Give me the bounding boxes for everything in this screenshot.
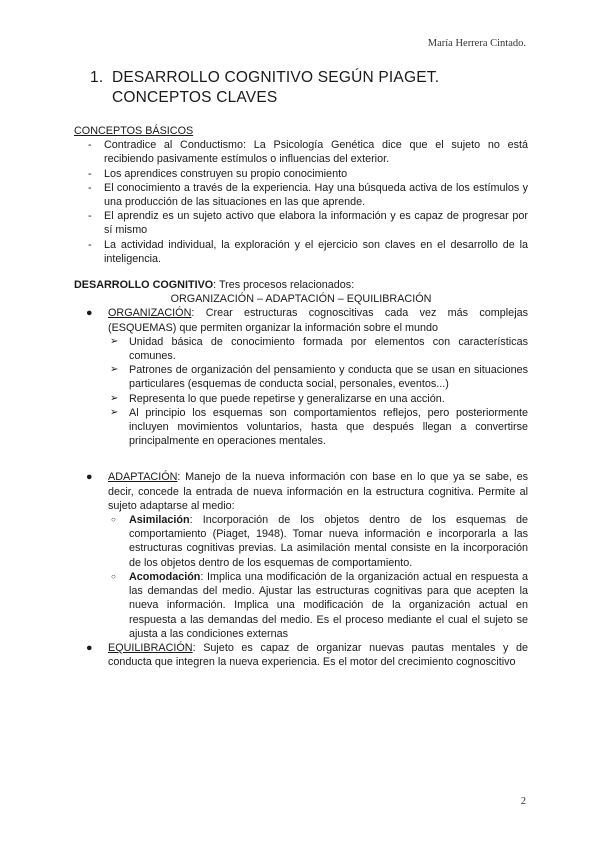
adaptation-term: ADAPTACIÓN [108,471,178,484]
cognitive-intro [74,278,528,292]
accommodation-term: Acomodación [129,570,201,583]
section-title [90,68,540,108]
list-item: - El conocimiento a través de la experiencia. Hay una búsqueda activa de los estímulos y una producción de las situaciones en las que aprende. [88,181,528,209]
document-body [74,124,528,669]
list-item: - La actividad individual, la exploración y el ejercicio son claves en el desarrollo de la inteligencia. [88,238,528,266]
equilibration-text: : Sujeto es capaz de organizar nuevas pautas mentales y de conducta que integren la nueva experiencia. Es el motor del crecimiento cognoscitivo [108,641,528,669]
list-item-equilibration [74,641,528,669]
circle-icon: ○ [111,515,116,525]
arrow-icon: ➢ [110,406,119,418]
subitem-text: Patrones de organización del pensamiento y conducta que se usan en situaciones particulares (esquemas de conducta social, personales, eventos...) [129,364,528,391]
section-number: 1. [90,69,104,86]
list-item [108,392,528,406]
list-item: - Los aprendices construyen su propio conocimiento [88,167,528,181]
list-item-organization [74,306,528,470]
equilibration-term: EQUILIBRACIÓN [108,641,193,654]
arrow-icon: ➢ [110,392,119,404]
process-list [74,306,528,669]
arrow-icon: ➢ [110,364,119,376]
arrow-icon: ➢ [110,335,119,347]
adaptation-subitems [108,513,528,641]
list-item-adaptation [74,470,528,640]
assimilation-text: : Incorporación de los objetos dentro de los esquemas de comportamiento (Piaget, 1948). Tomar nueva información e incorporarla a las estructuras cognitivas previas. La asimilación mental consiste en la incorporación de los objetos dentro de los esquemas de comportamiento. [129,514,528,569]
organization-subitems [108,335,528,449]
basics-list [88,138,528,266]
list-item [108,363,528,391]
processes-line: ORGANIZACIÓN – ADAPTACIÓN – EQUILIBRACIÓN [170,293,432,306]
cognitive-heading: DESARROLLO COGNITIVO [74,279,214,292]
organization-text: : Crear estructuras cognoscitivas cada vez más complejas (ESQUEMAS) que permiten organizar la información sobre el mundo [108,307,528,334]
page-number: 2 [520,796,526,807]
list-item [108,335,528,363]
list-item: - Contradice al Conductismo: La Psicología Genética dice que el sujeto no está recibiendo pasivamente estímulos o influencias del exterior. [88,138,528,166]
accommodation-text: : Implica una modificación de la organización actual en respuesta a las demandas del medio. Ajustar las estructuras cognitivas para que acepten la nueva información. Implica una modificación de la organización actual en respuesta a las demandas del medio. Es el proceso mediante el cual el sujeto se ajusta a las condiciones externas [129,570,528,640]
list-item-accommodation [108,570,528,641]
list-item: - El aprendiz es un sujeto activo que elabora la información y es capaz de progresar por sí mismo [88,209,528,237]
circle-icon: ○ [111,571,116,581]
subitem-text: Unidad básica de conocimiento formada por elementos con características comunes. [129,335,528,363]
subitem-text: Al principio los esquemas son comportamientos reflejos, pero posteriormente incluyen movimientos voluntarios, hasta que después llegan a convertirse principalmente en operaciones mentales. [129,406,528,448]
list-item-assimilation [108,513,528,570]
subitem-text: Representa lo que puede repetirse y generalizarse en una acción. [129,392,445,405]
bullet-icon: ● [86,307,93,320]
organization-term: ORGANIZACIÓN [108,307,192,320]
author-name: María Herrera Cintado. [427,38,526,49]
adaptation-text: : Manejo de la nueva información con base en lo que ya se sabe, es decir, concede la entrada de nueva información en la estructura cognitiva. Permite al sujeto adaptarse al medio: [108,471,528,512]
list-item [108,406,528,449]
bullet-icon: ● [86,471,93,484]
basics-heading: CONCEPTOS BÁSICOS [74,125,194,137]
assimilation-term: Asimilación [129,514,190,527]
section-title-text: DESARROLLO COGNITIVO SEGÚN PIAGET. CONCEPTOS CLAVES [112,69,440,106]
cognitive-intro-text: : Tres procesos relacionados: [213,279,355,292]
bullet-icon: ● [86,641,93,654]
